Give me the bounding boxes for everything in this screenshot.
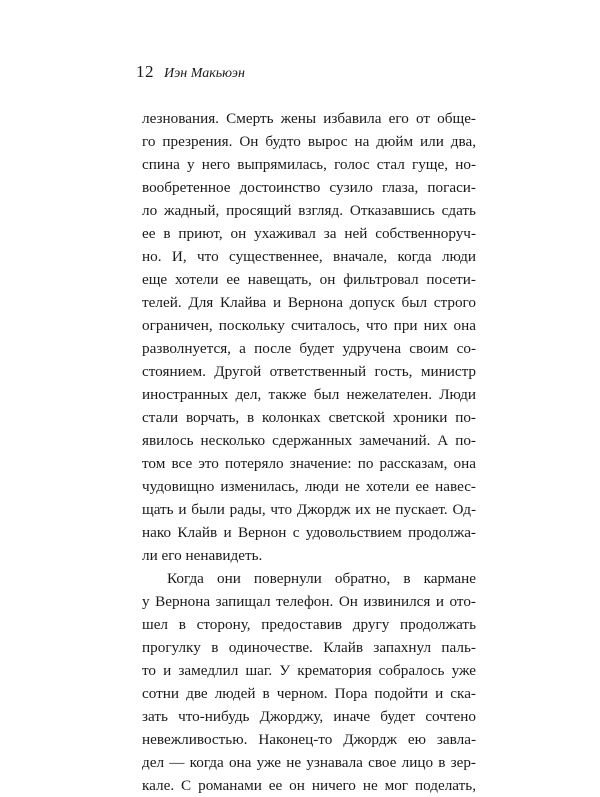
text-line: вообретенное достоинство сузило глаза, погаси- (142, 179, 476, 196)
book-author: Иэн Макьюэн (164, 66, 245, 81)
text-line: явилось несколько сдержанных замечаний. А по- (142, 432, 476, 449)
text-line: щать и были рады, что Джордж их не пускает. Од- (142, 501, 476, 518)
text-line: зать что-нибудь Джорджу, иначе будет сочтено (142, 708, 476, 725)
text-line: го презрения. Он будто вырос на дюйм или два, (142, 133, 476, 150)
text-line: то и замедлил шаг. У крематория собралось уже (142, 662, 476, 679)
body-text (142, 107, 476, 797)
text-line: телей. Для Клайва и Вернона допуск был строго (142, 294, 476, 311)
running-head (136, 60, 245, 84)
text-line: дел — когда она уже не узнавала свое лицо в зер- (142, 754, 476, 771)
text-line: ограничен, поскольку считалось, что при них она (142, 317, 476, 334)
text-line: кале. С романами ее он ничего не мог поделать, (142, 777, 476, 794)
text-line: шел в сторону, предоставив другу продолжать (142, 616, 476, 633)
text-line: еще хотели ее навещать, он фильтровал посети- (142, 271, 476, 288)
text-line: том все это потеряло значение: по рассказам, она (142, 455, 476, 472)
text-line: стали ворчать, в колонках светской хроники по- (142, 409, 476, 426)
text-line: лезнования. Смерть жены избавила его от обще- (142, 110, 476, 127)
text-line: нако Клайв и Вернон с удовольствием продолжа- (142, 524, 476, 541)
text-line: стоянием. Другой ответственный гость, министр (142, 363, 476, 380)
text-line: у Вернона запищал телефон. Он извинился и ото- (142, 593, 476, 610)
text-line: но. И, что существеннее, вначале, когда люди (142, 248, 476, 265)
text-line: иностранных дел, также был нежелателен. Люди (142, 386, 476, 403)
text-line: ее в приют, он ухаживал за ней собственноруч- (142, 225, 476, 242)
text-line: сотни две людей в черном. Пора подойти и ска- (142, 685, 476, 702)
text-line: ло жадный, просящий взгляд. Отказавшись сдать (142, 202, 476, 219)
text-line: ли его ненавидеть. (142, 547, 263, 564)
text-line: спина у него выпрямилась, голос стал гуще, но- (142, 156, 476, 173)
text-line: Когда они повернули обратно, в кармане (167, 570, 476, 587)
text-line: невежливостью. Наконец-то Джордж ею завла- (142, 731, 476, 748)
page-number: 12 (136, 62, 154, 81)
text-line: разволнуется, а после будет удручена своим со- (142, 340, 476, 357)
text-line: прогулку в одиночестве. Клайв запахнул паль- (142, 639, 476, 656)
text-line: чудовищно изменилась, люди не хотели ее навес- (142, 478, 476, 495)
